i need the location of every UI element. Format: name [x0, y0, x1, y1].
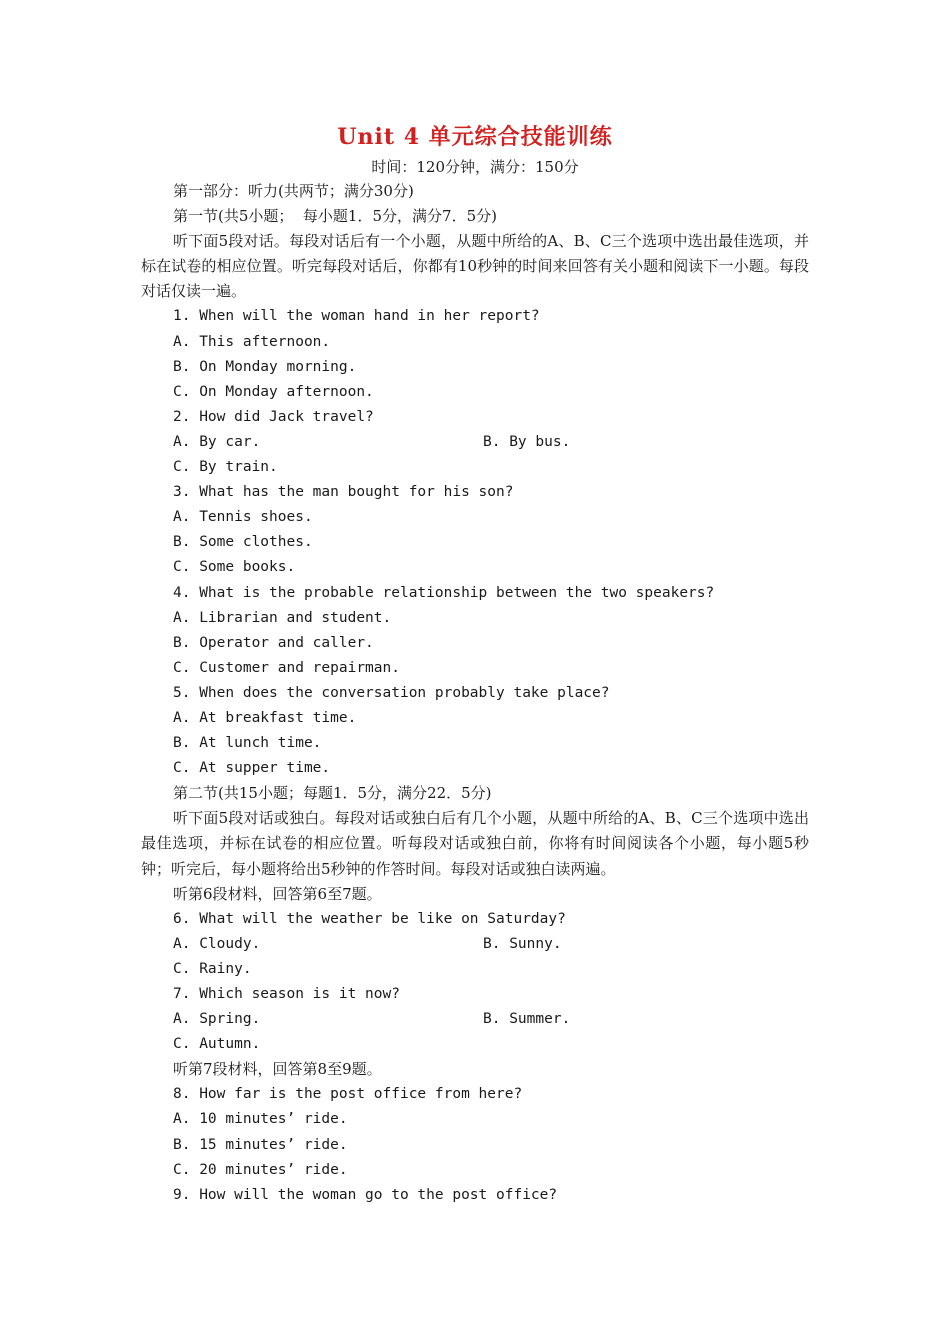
option-6b: B. Sunny. — [483, 935, 562, 952]
option-7b: B. Summer. — [483, 1011, 571, 1028]
option-3c: C. Some books. — [173, 559, 296, 576]
question-5: 5. When does the conversation probably take place? — [173, 684, 610, 701]
material-heading: 听第6段材料，回答第6至7题。 — [173, 884, 382, 903]
option-row-6 — [141, 932, 809, 957]
option-7a: A. Spring. — [173, 1011, 261, 1028]
page-title: Unit 4 单元综合技能训练 — [337, 124, 613, 150]
exam-content — [141, 179, 809, 1208]
option-2c: C. By train. — [173, 459, 278, 476]
option-3b: B. Some clothes. — [173, 534, 313, 551]
material-heading: 听第7段材料，回答第8至9题。 — [173, 1060, 382, 1079]
option-3a: A. Tennis shoes. — [173, 509, 313, 526]
question-6: 6. What will the weather be like on Saturday? — [173, 910, 566, 927]
option-2a: A. By car. — [173, 433, 261, 450]
option-1b: B. On Monday morning. — [173, 358, 357, 375]
part-heading: 第一部分：听力(共两节；满分30分) — [173, 182, 414, 200]
option-6a: A. Cloudy. — [173, 935, 261, 952]
option-row-2 — [141, 430, 809, 455]
option-1a: A. This afternoon. — [173, 333, 331, 350]
question-7: 7. Which season is it now? — [173, 986, 400, 1002]
section-heading: 第二节(共15小题；每题1．5分，满分22．5分) — [173, 784, 492, 803]
question-1: 1. When will the woman hand in her report? — [173, 308, 540, 325]
option-7c: C. Autumn. — [173, 1036, 261, 1053]
option-5a: A. At breakfast time. — [173, 709, 357, 726]
question-9: 9. How will the woman go to the post office? — [173, 1186, 558, 1203]
section-instructions: 听下面5段对话或独白。每段对话或独白后有几个小题，从题中所给的A、B、C三个选项中选出最佳选项，并标在试卷的相应位置。听每段对话或独白前，你将有时间阅读各个小题，每小题5秒钟；听完后，每小题将给出5秒钟的作答时间。每段对话或独白读两遍。 — [141, 809, 809, 878]
exam-time-info: 时间：120分钟，满分：150分 — [371, 158, 579, 176]
option-4a: A. Librarian and student. — [173, 609, 392, 626]
option-row-7 — [141, 1007, 809, 1032]
section-heading: 第一节(共5小题； 每小题1．5分，满分7．5分) — [173, 207, 497, 226]
option-4b: B. Operator and caller. — [173, 634, 374, 651]
option-8a: A. 10 minutes’ ride. — [173, 1111, 348, 1128]
option-2b: B. By bus. — [483, 433, 571, 450]
option-5b: B. At lunch time. — [173, 735, 322, 752]
option-6c: C. Rainy. — [173, 960, 252, 977]
option-4c: C. Customer and repairman. — [173, 659, 400, 676]
option-8b: B. 15 minutes’ ride. — [173, 1136, 348, 1153]
option-8c: C. 20 minutes’ ride. — [173, 1161, 348, 1178]
option-1c: C. On Monday afternoon. — [173, 383, 374, 400]
question-4: 4. What is the probable relationship between the two speakers? — [173, 584, 715, 601]
question-2: 2. How did Jack travel? — [173, 408, 374, 425]
section-instructions: 听下面5段对话。每段对话后有一个小题，从题中所给的A、B、C三个选项中选出最佳选项，并标在试卷的相应位置。听完每段对话后，你都有10秒钟的时间来回答有关小题和阅读下一小题。每段对话仅读一遍。 — [141, 232, 809, 301]
question-3: 3. What has the man bought for his son? — [173, 484, 514, 501]
option-5c: C. At supper time. — [173, 760, 331, 777]
question-8: 8. How far is the post office from here? — [173, 1086, 523, 1103]
